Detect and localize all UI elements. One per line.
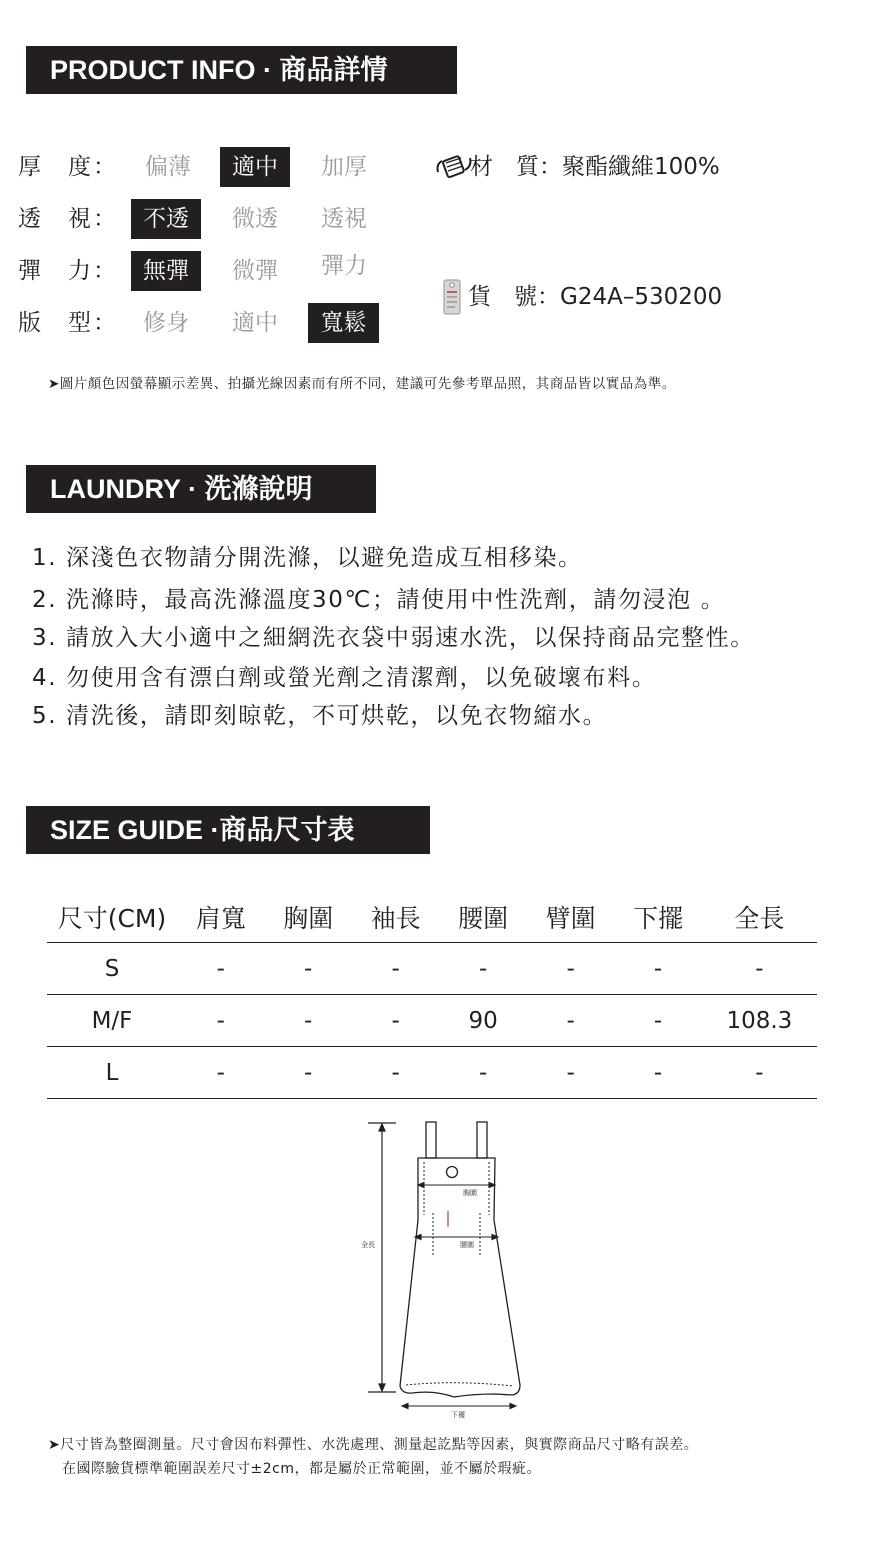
garment-diagram	[350, 1115, 540, 1425]
size-cell: S	[47, 943, 177, 995]
table-cell: -	[527, 995, 614, 1047]
material-info: 材 質：聚酯纖維100%	[470, 154, 720, 180]
thread-spool-icon	[434, 152, 474, 182]
size-note-2: 在國際驗貨標準範圍誤差尺寸±2cm，都是屬於正常範圍，並不屬於瑕疵。	[62, 1461, 541, 1477]
table-cell: -	[177, 1047, 264, 1099]
column-header-chest: 胸圍	[264, 892, 351, 943]
table-row	[47, 943, 817, 995]
option-no-stretch-selected: 無彈	[131, 251, 201, 291]
option-thin: 偏薄	[145, 154, 191, 180]
column-header-shoulder: 肩寬	[177, 892, 264, 943]
option-opaque-selected: 不透	[131, 199, 201, 239]
size-table	[47, 892, 817, 1099]
option-sheer: 透視	[321, 206, 367, 232]
item-number-info: 貨 號：G24A–530200	[468, 284, 723, 310]
laundry-item-2: 2. 洗滌時，最高洗滌溫度30℃；請使用中性洗劑，請勿浸泡 。	[32, 587, 726, 613]
size-cell: M/F	[47, 995, 177, 1047]
option-slightly-sheer: 微透	[232, 206, 278, 232]
diagram-label-hem: 下襬	[451, 1411, 465, 1419]
table-cell: -	[702, 1047, 817, 1099]
table-cell: -	[527, 943, 614, 995]
table-cell: -	[614, 995, 701, 1047]
table-cell: -	[439, 1047, 526, 1099]
size-table-header-row	[47, 892, 817, 943]
attribute-label: 彈 力：	[18, 258, 118, 284]
table-cell: -	[177, 943, 264, 995]
attribute-label: 厚 度：	[18, 154, 118, 180]
color-disclaimer-note: ➤圖片顏色因螢幕顯示差異、拍攝光線因素而有所不同，建議可先參考單品照，其商品皆以實品為準。	[48, 376, 676, 392]
column-header-length: 全長	[702, 892, 817, 943]
attribute-label: 版 型：	[18, 310, 118, 336]
table-cell: -	[527, 1047, 614, 1099]
table-cell: -	[614, 1047, 701, 1099]
attribute-label: 透 視：	[18, 206, 118, 232]
table-cell: -	[614, 943, 701, 995]
option-slight-stretch: 微彈	[232, 258, 278, 284]
table-cell: -	[352, 995, 439, 1047]
size-note-1: ➤尺寸皆為整圈測量。尺寸會因布料彈性、水洗處理、測量起訖點等因素，與實際商品尺寸略有誤差。	[48, 1437, 699, 1453]
table-row	[47, 1047, 817, 1099]
laundry-header: LAUNDRY · 洗滌說明	[26, 465, 376, 513]
diagram-label-chest: 胸圍	[463, 1189, 477, 1197]
column-header-sleeve: 袖長	[352, 892, 439, 943]
option-loose-selected: 寬鬆	[308, 303, 379, 343]
column-header-hem: 下擺	[614, 892, 701, 943]
table-cell: -	[352, 943, 439, 995]
table-cell: -	[439, 943, 526, 995]
option-medium-selected: 適中	[220, 147, 290, 187]
size-cell: L	[47, 1047, 177, 1099]
laundry-item-1: 1. 深淺色衣物請分開洗滌，以避免造成互相移染。	[32, 545, 583, 571]
table-cell: -	[264, 1047, 351, 1099]
option-thick: 加厚	[321, 154, 367, 180]
hang-tag-icon	[440, 276, 466, 318]
table-row	[47, 995, 817, 1047]
table-cell: 90	[439, 995, 526, 1047]
option-slim: 修身	[143, 310, 189, 336]
size-guide-header: SIZE GUIDE ·商品尺寸表	[26, 806, 430, 854]
table-cell: 108.3	[702, 995, 817, 1047]
table-cell: -	[702, 943, 817, 995]
laundry-item-4: 4. 勿使用含有漂白劑或螢光劑之清潔劑，以免破壞布料。	[32, 665, 657, 691]
diagram-label-length: 全長	[361, 1241, 375, 1249]
table-cell: -	[264, 995, 351, 1047]
diagram-label-waist: 腰圍	[460, 1241, 474, 1249]
column-header-waist: 腰圍	[439, 892, 526, 943]
option-regular: 適中	[232, 310, 278, 336]
table-cell: -	[264, 943, 351, 995]
laundry-item-5: 5. 清洗後，請即刻晾乾，不可烘乾，以免衣物縮水。	[32, 703, 608, 729]
product-info-header: PRODUCT INFO · 商品詳情	[26, 46, 457, 94]
table-cell: -	[352, 1047, 439, 1099]
option-stretch: 彈力	[321, 253, 367, 279]
table-cell: -	[177, 995, 264, 1047]
laundry-item-3: 3. 請放入大小適中之細網洗衣袋中弱速水洗，以保持商品完整性。	[32, 625, 755, 651]
column-header-size: 尺寸(CM)	[47, 892, 177, 943]
column-header-arm: 臂圍	[527, 892, 614, 943]
